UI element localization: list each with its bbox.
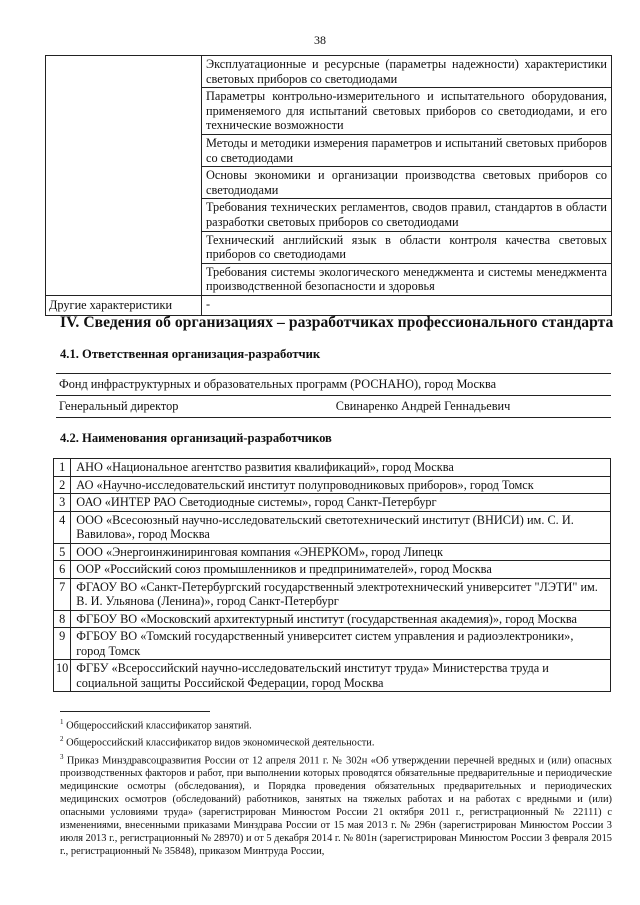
table-row: [46, 263, 612, 295]
competence-cell: Методы и методики измерения параметров и испытаний световых приборов со светодиодами: [202, 134, 612, 166]
table-row-other: [46, 295, 612, 315]
table-row: [46, 231, 612, 263]
responsible-org-table: [56, 373, 611, 418]
director-name: Свинаренко Андрей Геннадьевич: [306, 396, 611, 418]
footnote-text: Приказ Минздравсоцразвития России от 12 апреля 2011 г. № 302н «Об утверждении перечней вредных и (или) опасных производственных факторов и работ, при выполнении которых проводятся обязательные предварительные и периодические медицинские осмотры (обследования), и Порядка проведения обязательных предварительных и периодических медицинских осмотров (обследований) работников, занятых на тяжелых работах и на работах с вредными и (или) опасными условиями труда» (зарегистрирован Минюстом России 21 октября 2011 г., регистрационный № 22111) с изменениями, внесенными приказами Минздрава России от 15 мая 2013 г. № 296н (зарегистрирован Минюстом России 3 июля 2013 г., регистрационный № 28970) и от 5 декабря 2014 г. № 801н (зарегистрирован Минюстом России 3 февраля 2015 г., регистрационный № 35848), приказом Минтруда России,: [60, 755, 612, 857]
table-row: [46, 134, 612, 166]
competence-cell: Параметры контрольно-измерительного и испытательного оборудования, применяемого для испытаний световых приборов со светодиодами, и его технические возможности: [202, 88, 612, 135]
developer-name: ФГБОУ ВО «Томский государственный университет систем управления и радиоэлектроники», город Томск: [71, 628, 611, 660]
subsection-title-responsible: 4.1. Ответственная организация-разработчик: [60, 347, 321, 361]
row-number: 1: [54, 459, 71, 477]
other-characteristics-value: -: [202, 295, 612, 315]
footnote: [60, 716, 612, 733]
competence-cell: Требования технических регламентов, сводов правил, стандартов в области разработки световых приборов со светодиодами: [202, 199, 612, 231]
competence-cell: Основы экономики и организации производства световых приборов со светодиодами: [202, 167, 612, 199]
row-number: 9: [54, 628, 71, 660]
row-label-empty: [46, 231, 202, 263]
row-number: 4: [54, 511, 71, 543]
other-characteristics-label: Другие характеристики: [46, 295, 202, 315]
footnote-mark: 3: [60, 752, 64, 761]
footnotes: [60, 716, 612, 858]
page-number: 38: [314, 33, 326, 47]
developer-name: АО «Научно-исследовательский институт полупроводниковых приборов», город Томск: [71, 476, 611, 494]
row-label-empty: [46, 263, 202, 295]
row-number: 7: [54, 578, 71, 610]
developer-name: ОАО «ИНТЕР РАО Светодиодные системы», город Санкт-Петербург: [71, 494, 611, 512]
competence-table: [45, 55, 612, 316]
row-label-empty: [46, 134, 202, 166]
row-label-empty: [46, 56, 202, 88]
row-number: 3: [54, 494, 71, 512]
row-label-empty: [46, 167, 202, 199]
director-position: Генеральный директор: [56, 396, 306, 418]
table-row: [56, 374, 611, 396]
table-row: [54, 543, 611, 561]
table-row: [54, 578, 611, 610]
responsible-org-name: Фонд инфраструктурных и образовательных программ (РОСНАНО), город Москва: [56, 374, 611, 396]
table-row: [54, 459, 611, 477]
row-number: 10: [54, 660, 71, 692]
competence-cell: Эксплуатационные и ресурсные (параметры надежности) характеристики световых приборов со светодиодами: [202, 56, 612, 88]
table-row: [46, 56, 612, 88]
developer-name: ООО «Всесоюзный научно-исследовательский светотехнический институт (ВНИСИ) им. С. И. Вавилова», город Москва: [71, 511, 611, 543]
table-row: [54, 476, 611, 494]
table-row: [56, 396, 611, 418]
table-row: [54, 660, 611, 692]
table-row: [46, 199, 612, 231]
footnote: [60, 733, 612, 750]
subsection-title-developers: 4.2. Наименования организаций-разработчиков: [60, 431, 332, 445]
row-number: 2: [54, 476, 71, 494]
row-label-empty: [46, 88, 202, 135]
developer-name: ООО «Энергоинжиниринговая компания «ЭНЕРКОМ», город Липецк: [71, 543, 611, 561]
section-title: IV. Сведения об организациях – разработчиках профессионального стандарта: [60, 314, 614, 331]
footnote-text: Общероссийский классификатор видов экономической деятельности.: [66, 737, 375, 749]
footnote-mark: 2: [60, 735, 64, 744]
competence-cell: Требования системы экологического менеджмента и системы менеджмента производственной безопасности и здоровья: [202, 263, 612, 295]
row-number: 6: [54, 561, 71, 579]
developer-name: ФГБУ «Всероссийский научно-исследовательский институт труда» Министерства труда и социальной защиты Российской Федерации, город Москва: [71, 660, 611, 692]
competence-cell: Технический английский язык в области контроля качества световых приборов со светодиодами: [202, 231, 612, 263]
footnote-separator: [60, 711, 210, 712]
table-row: [46, 167, 612, 199]
row-number: 5: [54, 543, 71, 561]
table-row: [46, 88, 612, 135]
developer-name: ФГБОУ ВО «Московский архитектурный институт (государственная академия)», город Москва: [71, 610, 611, 628]
footnote: [60, 751, 612, 859]
table-row: [54, 561, 611, 579]
developer-name: АНО «Национальное агентство развития квалификаций», город Москва: [71, 459, 611, 477]
footnote-mark: 1: [60, 718, 64, 726]
row-number: 8: [54, 610, 71, 628]
row-label-empty: [46, 199, 202, 231]
table-row: [54, 494, 611, 512]
developers-table: [53, 458, 611, 692]
table-row: [54, 628, 611, 660]
developer-name: ООР «Российский союз промышленников и предпринимателей», город Москва: [71, 561, 611, 579]
table-row: [54, 610, 611, 628]
table-row: [54, 511, 611, 543]
developer-name: ФГАОУ ВО «Санкт-Петербургский государственный электротехнический университет "ЛЭТИ" им. В. И. Ульянова (Ленина)», город Санкт-Петербург: [71, 578, 611, 610]
footnote-text: Общероссийский классификатор занятий.: [66, 720, 252, 732]
